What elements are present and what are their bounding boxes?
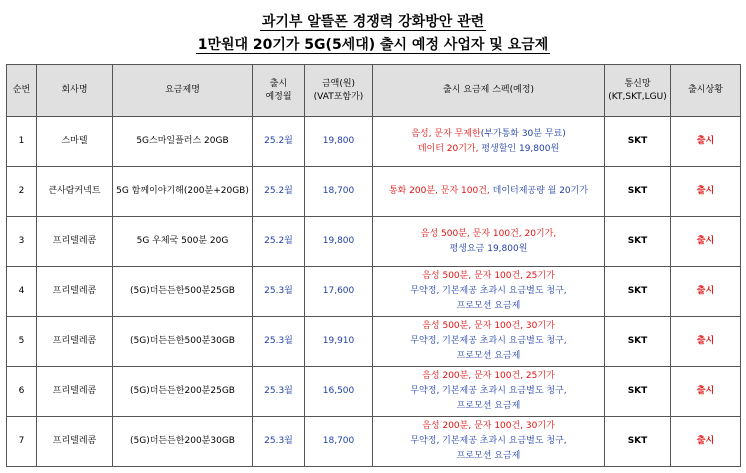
spec-text: 음성 200분, 문자 100건, 25기가: [422, 371, 555, 381]
spec-text: 평생요금 19,800원: [449, 243, 528, 254]
table-row: [7, 117, 741, 167]
spec-line: [373, 349, 604, 364]
spec-line: [373, 142, 604, 157]
cell-no: 3: [7, 217, 37, 267]
spec-line: [373, 419, 604, 434]
cell-price: 17,600: [305, 267, 373, 317]
cell-network: SKT: [605, 167, 671, 217]
cell-price: 19,800: [305, 117, 373, 167]
cell-plan: 5G 우체국 500분 20G: [113, 217, 253, 267]
cell-status: 출시: [671, 267, 741, 317]
cell-spec: [373, 167, 605, 217]
header-spec: 출시 요금제 스펙(예정): [373, 65, 605, 117]
spec-text: 음성, 문자 무제한: [411, 128, 481, 139]
cell-network: SKT: [605, 367, 671, 417]
cell-price: 16,500: [305, 367, 373, 417]
cell-company: 프리텔레콤: [37, 367, 113, 417]
cell-date: 25.3월: [253, 417, 305, 467]
cell-network: SKT: [605, 217, 671, 267]
table-row: [7, 217, 741, 267]
spec-text: (부가통화 30분 무료): [480, 128, 566, 139]
spec-line: [373, 227, 604, 242]
cell-no: 4: [7, 267, 37, 317]
cell-company: 프리텔레콤: [37, 217, 113, 267]
spec-text: 통화 200분, 문자 100건,: [388, 186, 493, 196]
cell-status: 출시: [671, 167, 741, 217]
header-network: [605, 65, 671, 117]
cell-status: 출시: [671, 367, 741, 417]
cell-date: 25.3월: [253, 317, 305, 367]
header-price-line1: 금액(원): [321, 78, 356, 89]
spec-text: 데이터제공량 월 20기가: [492, 186, 589, 196]
cell-status: 출시: [671, 317, 741, 367]
header-network-line2: (KT,SKT,LGU): [608, 91, 667, 102]
spec-text: 데이터 20기가,: [417, 143, 482, 154]
spec-text: 프로모션 요금제: [456, 451, 521, 461]
header-no: 순번: [7, 65, 37, 117]
cell-date: 25.2월: [253, 167, 305, 217]
cell-date: 25.3월: [253, 367, 305, 417]
cell-company: 프리텔레콤: [37, 317, 113, 367]
spec-line: [373, 184, 604, 199]
document-title: [0, 13, 746, 31]
cell-network: SKT: [605, 267, 671, 317]
spec-text: 음성 200분, 문자 100건, 30기가: [422, 421, 555, 431]
cell-plan: (5G)더든든한200분25GB: [113, 367, 253, 417]
spec-line: [373, 449, 604, 464]
spec-text: 프로모션 요금제: [456, 401, 521, 411]
cell-date: 25.2월: [253, 217, 305, 267]
table-row: [7, 367, 741, 417]
cell-network: SKT: [605, 417, 671, 467]
cell-spec: [373, 317, 605, 367]
cell-status: 출시: [671, 417, 741, 467]
spec-text: 프로모션 요금제: [456, 351, 521, 361]
spec-line: [373, 399, 604, 414]
spec-line: [373, 284, 604, 299]
document-subtitle: [0, 36, 746, 54]
cell-spec: [373, 417, 605, 467]
header-price: [305, 65, 373, 117]
spec-text: 평생할인 19,800원: [481, 143, 560, 154]
header-date-line1: 출시: [269, 78, 288, 89]
cell-price: 19,800: [305, 217, 373, 267]
cell-status: 출시: [671, 117, 741, 167]
spec-line: [373, 299, 604, 314]
spec-line: [373, 319, 604, 334]
cell-status: 출시: [671, 217, 741, 267]
spec-text: 음성 500분, 문자 100건, 20기가,: [420, 228, 557, 239]
cell-plan: 5G스마일플러스 20GB: [113, 117, 253, 167]
cell-network: SKT: [605, 317, 671, 367]
cell-spec: [373, 117, 605, 167]
header-network-line1: 통신망: [624, 78, 651, 89]
header-row: [7, 65, 741, 117]
header-price-line2: (VAT포함가): [313, 91, 364, 102]
table-row: [7, 417, 741, 467]
cell-price: 19,910: [305, 317, 373, 367]
cell-plan: 5G 함께이야기해(200분+20GB): [113, 167, 253, 217]
table-row: [7, 267, 741, 317]
table-row: [7, 167, 741, 217]
cell-plan: (5G)더든든한500분30GB: [113, 317, 253, 367]
cell-no: 1: [7, 117, 37, 167]
cell-price: 18,700: [305, 417, 373, 467]
spec-text: 무약정, 기본제공 초과시 요금별도 청구,: [410, 436, 567, 446]
cell-no: 6: [7, 367, 37, 417]
header-company: 회사명: [37, 65, 113, 117]
title-line-2: 1만원대 20기가 5G(5세대) 출시 예정 사업자 및 요금제: [197, 37, 549, 53]
cell-company: 큰사람커넥트: [37, 167, 113, 217]
header-status: 출시상황: [671, 65, 741, 117]
spec-text: 무약정, 기본제공 초과시 요금별도 청구,: [410, 386, 567, 396]
spec-line: [373, 369, 604, 384]
spec-line: [373, 269, 604, 284]
cell-plan: (5G)더든든한200분30GB: [113, 417, 253, 467]
cell-network: SKT: [605, 117, 671, 167]
cell-price: 18,700: [305, 167, 373, 217]
table-row: [7, 317, 741, 367]
cell-no: 7: [7, 417, 37, 467]
cell-spec: [373, 217, 605, 267]
spec-text: 음성 500분, 문자 100건, 25기가: [422, 271, 555, 281]
spec-text: 프로모션 요금제: [456, 301, 521, 311]
spec-text: 무약정, 기본제공 초과시 요금별도 청구,: [410, 286, 567, 296]
spec-text: 무약정, 기본제공 초과시 요금별도 청구,: [410, 336, 567, 346]
cell-company: 프리텔레콤: [37, 267, 113, 317]
spec-text: 음성 500분, 문자 100건, 30기가: [422, 321, 555, 331]
cell-no: 2: [7, 167, 37, 217]
spec-line: [373, 334, 604, 349]
cell-company: 스마텔: [37, 117, 113, 167]
header-date: [253, 65, 305, 117]
cell-spec: [373, 267, 605, 317]
cell-spec: [373, 367, 605, 417]
plan-table: [6, 64, 741, 467]
cell-plan: (5G)더든든한500분25GB: [113, 267, 253, 317]
cell-date: 25.2월: [253, 117, 305, 167]
header-plan: 요금제명: [113, 65, 253, 117]
header-date-line2: 예정월: [265, 91, 292, 102]
title-line-1: 과기부 알뜰폰 경쟁력 강화방안 관련: [261, 14, 485, 30]
spec-line: [373, 127, 604, 142]
spec-line: [373, 384, 604, 399]
spec-line: [373, 242, 604, 257]
cell-no: 5: [7, 317, 37, 367]
cell-company: 프리텔레콤: [37, 417, 113, 467]
spec-line: [373, 434, 604, 449]
cell-date: 25.3월: [253, 267, 305, 317]
